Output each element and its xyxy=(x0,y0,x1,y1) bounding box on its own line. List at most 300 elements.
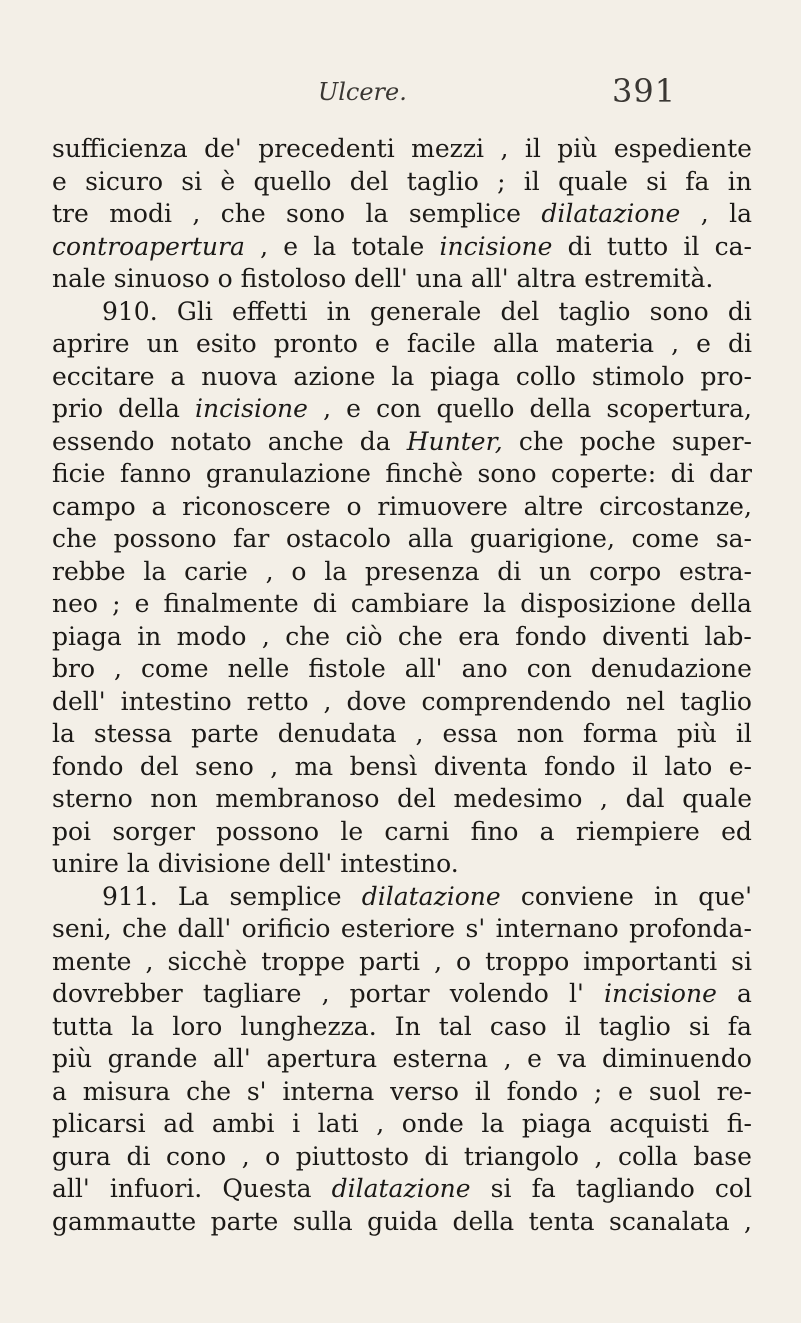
word: il xyxy=(631,751,648,781)
word: della xyxy=(690,589,752,618)
word: fistoloso xyxy=(240,264,355,293)
word: esito xyxy=(195,329,257,358)
word: il xyxy=(524,134,541,163)
word: che xyxy=(397,621,443,651)
word: mente xyxy=(52,946,132,976)
word: infuori. xyxy=(109,1174,203,1203)
word: denudazione xyxy=(590,654,752,683)
word: importanti xyxy=(583,946,718,976)
word: esteriore xyxy=(340,914,456,943)
word: come xyxy=(631,524,700,553)
word: fa xyxy=(531,1174,556,1203)
word: a xyxy=(737,979,752,1008)
word: apertura xyxy=(266,1044,378,1073)
word: più xyxy=(676,719,717,748)
word: di xyxy=(727,296,752,326)
word: la xyxy=(313,231,337,261)
word: del xyxy=(397,784,436,813)
word: taglio xyxy=(598,1011,671,1041)
word: va xyxy=(557,1044,587,1073)
word: pronto xyxy=(273,329,358,358)
word: ; xyxy=(497,166,506,196)
word: anche xyxy=(267,426,344,456)
word: stimolo xyxy=(591,361,685,391)
text-line xyxy=(52,296,752,329)
word: comprendendo xyxy=(421,686,612,716)
word: , xyxy=(241,1141,250,1171)
word: conviene xyxy=(520,881,634,911)
word: che xyxy=(285,621,331,651)
word: espediente xyxy=(613,134,752,163)
word: , xyxy=(323,686,332,716)
word: che xyxy=(122,914,168,943)
word: piaga xyxy=(521,1109,592,1138)
word: far xyxy=(233,524,270,553)
word: totale xyxy=(351,231,425,261)
word: ficie xyxy=(52,459,106,488)
word: della xyxy=(118,394,180,423)
word: sorger xyxy=(112,816,195,846)
word: più xyxy=(557,134,598,163)
text-line xyxy=(52,523,752,556)
word: suol xyxy=(648,1076,701,1106)
word: presenza xyxy=(364,556,480,586)
word: seno xyxy=(195,751,254,781)
text-line xyxy=(52,361,752,394)
word: neo xyxy=(52,589,98,618)
word: la xyxy=(131,1011,155,1041)
word: , xyxy=(265,556,274,586)
page-number: 391 xyxy=(612,72,677,110)
word: controapertura xyxy=(52,231,245,261)
word: piuttosto xyxy=(295,1141,409,1171)
word: il xyxy=(735,719,752,748)
word: in xyxy=(727,166,752,196)
word: fondo xyxy=(515,621,587,651)
word: si xyxy=(490,1174,512,1203)
word: coperte: xyxy=(551,459,657,488)
word: , xyxy=(434,946,443,976)
word: riempiere xyxy=(575,816,700,846)
word: dilatazione xyxy=(541,199,681,228)
text-line xyxy=(52,978,752,1011)
word: lab- xyxy=(704,621,752,651)
word: loro xyxy=(172,1011,223,1041)
text-line xyxy=(52,426,752,459)
word: non xyxy=(150,784,198,813)
word: stessa xyxy=(93,719,173,748)
word: sicchè xyxy=(167,946,248,976)
word: finchè xyxy=(385,459,464,488)
word: diventa xyxy=(433,751,528,781)
word: membranoso xyxy=(215,784,380,813)
word: sa- xyxy=(715,524,752,553)
word: e xyxy=(696,329,711,358)
word: onde xyxy=(401,1109,464,1138)
word: carni xyxy=(384,816,450,846)
word: fondo xyxy=(506,1076,579,1106)
word: a xyxy=(170,361,186,391)
word: unire xyxy=(52,849,127,878)
word: in xyxy=(653,881,679,911)
word: grande xyxy=(107,1044,198,1073)
word: essa xyxy=(442,719,498,748)
word: che xyxy=(518,426,564,456)
word: da xyxy=(359,426,391,456)
word: quale xyxy=(682,784,752,813)
word: ca- xyxy=(714,231,752,261)
word: caso xyxy=(489,1011,547,1041)
word: all' xyxy=(52,1174,90,1203)
word: tal xyxy=(438,1011,472,1041)
word: In xyxy=(394,1011,421,1041)
word: sicuro xyxy=(85,166,164,196)
word: non xyxy=(516,719,565,748)
word: riconoscere xyxy=(182,491,331,521)
word: lato xyxy=(664,751,713,781)
word: ad xyxy=(163,1109,195,1138)
word: collo xyxy=(515,361,576,391)
word: sinuoso xyxy=(113,264,218,293)
word: quello xyxy=(253,166,332,196)
word: altra xyxy=(516,264,585,293)
word: intestino. xyxy=(340,849,459,878)
word: del xyxy=(349,166,389,196)
word: altre xyxy=(523,491,584,521)
word: la xyxy=(729,199,752,228)
text-line xyxy=(52,946,752,979)
word: che xyxy=(220,199,266,228)
word: colla xyxy=(617,1141,678,1171)
word: ed xyxy=(721,816,752,846)
text-line xyxy=(52,491,752,524)
word: i xyxy=(292,1109,301,1138)
text-line xyxy=(52,913,752,946)
word: Questa xyxy=(222,1174,312,1203)
word: disposizione xyxy=(520,589,677,618)
word: possono xyxy=(216,816,320,846)
word: materia xyxy=(555,329,655,358)
word: o xyxy=(456,946,472,976)
word: una xyxy=(415,264,471,293)
word: di xyxy=(670,459,695,488)
word: parte xyxy=(210,1206,279,1236)
word: piaga xyxy=(52,621,122,651)
word: 911. xyxy=(102,881,158,911)
word: forma xyxy=(582,719,658,748)
word: que' xyxy=(698,881,752,911)
word: fa xyxy=(727,1011,752,1041)
word: , xyxy=(415,719,424,748)
word: parte xyxy=(191,719,259,748)
word: tutto xyxy=(606,231,669,261)
word: incisione xyxy=(195,394,308,423)
word: dovrebber xyxy=(52,979,183,1008)
word: parti xyxy=(359,946,421,976)
word: , xyxy=(744,1206,752,1236)
word: notato xyxy=(170,426,252,456)
word: La xyxy=(177,881,210,911)
word: facile xyxy=(406,329,476,358)
word: , xyxy=(671,329,680,358)
word: e xyxy=(618,1076,633,1106)
text-line xyxy=(52,1206,752,1239)
word: gammautte xyxy=(52,1206,197,1236)
word: verso xyxy=(390,1076,459,1106)
word: semplice xyxy=(408,199,521,228)
word: o xyxy=(346,491,362,521)
word: base xyxy=(693,1141,752,1171)
text-line xyxy=(52,458,752,491)
word: Hunter, xyxy=(406,426,503,456)
word: 910. xyxy=(102,296,158,326)
word: , xyxy=(192,199,201,228)
word: corpo xyxy=(589,556,662,586)
word: che xyxy=(186,1076,231,1106)
word: re- xyxy=(716,1076,752,1106)
word: o xyxy=(217,264,241,293)
word: , xyxy=(376,1109,385,1138)
word: tenta xyxy=(528,1206,595,1236)
word: , xyxy=(323,394,332,423)
word: poche xyxy=(579,426,656,456)
word: acquisti xyxy=(609,1109,710,1138)
word: dove xyxy=(346,686,407,716)
word: la xyxy=(126,849,158,878)
word: intestino xyxy=(120,686,232,716)
word: si xyxy=(646,166,667,196)
word: cambiare xyxy=(350,589,470,618)
word: bro xyxy=(52,654,96,683)
word: di xyxy=(312,589,337,618)
word: guarigione, xyxy=(470,524,615,553)
word: all' xyxy=(470,264,517,293)
word: e xyxy=(283,231,299,261)
word: esterna xyxy=(392,1044,489,1073)
word: di xyxy=(126,1141,151,1171)
word: , xyxy=(700,199,709,228)
word: retto xyxy=(246,686,309,716)
word: denudata xyxy=(277,719,397,748)
word: tagliare xyxy=(202,979,302,1008)
word: azione xyxy=(293,361,376,391)
word: ambi xyxy=(211,1109,275,1138)
word: portar xyxy=(349,979,430,1008)
word: con xyxy=(376,394,422,423)
word: gura xyxy=(52,1141,111,1171)
word: carie xyxy=(184,556,248,586)
word: le xyxy=(340,816,364,846)
word: a xyxy=(52,1076,67,1106)
word: sono xyxy=(286,199,346,228)
word: e- xyxy=(728,751,752,781)
word: s' xyxy=(465,914,486,943)
text-line xyxy=(52,1076,752,1109)
word: e xyxy=(346,394,361,423)
text-line xyxy=(52,751,752,784)
word: era xyxy=(458,621,500,651)
word: bensì xyxy=(349,751,418,781)
word: piaga xyxy=(430,361,500,391)
word: il xyxy=(564,1011,581,1041)
word: semplice xyxy=(229,881,342,911)
text-line xyxy=(52,1173,752,1206)
text-line xyxy=(52,231,752,264)
text-line xyxy=(52,393,752,426)
word: o xyxy=(291,556,307,586)
word: estremità. xyxy=(584,264,714,293)
word: nel xyxy=(626,686,665,716)
text-line xyxy=(52,1011,752,1044)
word: , xyxy=(270,751,279,781)
word: aprire xyxy=(52,329,130,358)
word: nelle xyxy=(227,654,290,683)
word: all' xyxy=(213,1044,251,1073)
word: dell' xyxy=(278,849,341,878)
word: dilatazione xyxy=(361,881,501,911)
word: , xyxy=(600,784,608,813)
text-line xyxy=(52,718,752,751)
word: possono xyxy=(113,524,217,553)
text-line xyxy=(52,166,752,199)
word: guida xyxy=(367,1206,439,1236)
word: fanno xyxy=(119,459,192,488)
word: fistole xyxy=(308,654,386,683)
word: che xyxy=(52,524,97,553)
word: all' xyxy=(404,654,443,683)
text-line xyxy=(52,848,752,881)
word: è xyxy=(220,166,236,196)
word: fino xyxy=(470,816,519,846)
word: il xyxy=(683,231,700,261)
word: ; xyxy=(112,589,121,618)
word: il xyxy=(523,166,540,196)
word: si xyxy=(731,946,752,976)
word: come xyxy=(141,654,209,683)
word: taglio xyxy=(406,166,479,196)
word: Gli xyxy=(176,296,213,326)
word: incisione xyxy=(604,979,717,1008)
body-text xyxy=(52,133,752,1238)
text-line xyxy=(52,133,752,166)
word: con xyxy=(526,654,572,683)
word: tre xyxy=(52,199,89,228)
word: quale xyxy=(558,166,628,196)
word: alla xyxy=(492,329,539,358)
word: dar xyxy=(709,459,752,488)
word: lunghezza. xyxy=(240,1011,377,1041)
text-line xyxy=(52,1141,752,1174)
word: generale xyxy=(369,296,482,326)
word: triangolo xyxy=(463,1141,579,1171)
word: si xyxy=(181,166,203,196)
word: si xyxy=(688,1011,710,1041)
word: e xyxy=(527,1044,542,1073)
word: fondo xyxy=(52,751,124,781)
word: plicarsi xyxy=(52,1109,146,1138)
running-title: Ulcere. xyxy=(318,78,407,106)
word: essendo xyxy=(52,426,155,456)
word: interna xyxy=(282,1076,375,1106)
word: la xyxy=(391,361,415,391)
word: e xyxy=(134,589,150,618)
word: ciò xyxy=(345,621,383,651)
word: rebbe xyxy=(52,556,126,586)
text-line xyxy=(52,816,752,849)
word: ma xyxy=(294,751,334,781)
word: della xyxy=(452,1206,515,1236)
word: super- xyxy=(671,426,752,456)
text-line xyxy=(52,263,752,296)
word: taglio xyxy=(558,296,631,326)
text-line xyxy=(52,1043,752,1076)
word: alla xyxy=(407,524,454,553)
word: , xyxy=(260,231,269,261)
word: , xyxy=(500,134,509,163)
text-line xyxy=(52,621,752,654)
word: l' xyxy=(569,979,584,1008)
word: del xyxy=(139,751,179,781)
word: la xyxy=(52,719,75,748)
word: tutta xyxy=(52,1011,114,1041)
word: , xyxy=(261,621,270,651)
word: di xyxy=(728,329,752,358)
word: del xyxy=(500,296,540,326)
word: fa xyxy=(685,166,710,196)
word: il xyxy=(474,1076,491,1106)
text-line xyxy=(52,881,752,914)
word: granulazione xyxy=(205,459,371,488)
word: orificio xyxy=(241,914,331,943)
word: misura xyxy=(82,1076,171,1106)
text-line xyxy=(52,686,752,719)
word: troppe xyxy=(261,946,346,976)
word: volendo xyxy=(449,979,549,1008)
word: nale xyxy=(52,264,114,293)
page-header xyxy=(0,72,801,122)
word: campo xyxy=(52,491,136,521)
text-line xyxy=(52,198,752,231)
word: dall' xyxy=(177,914,232,943)
word: in xyxy=(326,296,351,326)
word: della xyxy=(529,394,592,423)
word: tagliando xyxy=(575,1174,695,1203)
word: poi xyxy=(52,816,92,846)
word: de' xyxy=(204,134,242,163)
word: la xyxy=(365,199,389,228)
word: ostacolo xyxy=(285,524,391,553)
word: sono xyxy=(477,459,537,488)
word: pro- xyxy=(700,361,752,391)
word: mezzi xyxy=(411,134,484,163)
word: fi- xyxy=(726,1109,752,1138)
word: più xyxy=(52,1044,93,1073)
word: di xyxy=(567,231,592,261)
word: modi xyxy=(109,199,172,228)
word: prio xyxy=(52,394,104,423)
word: profonda- xyxy=(629,914,752,943)
word: quello xyxy=(436,394,515,423)
text-line xyxy=(52,328,752,361)
word: un xyxy=(539,556,572,586)
word: dell' xyxy=(354,264,416,293)
word: s' xyxy=(246,1076,267,1106)
word: taglio xyxy=(679,686,752,716)
word: effetti xyxy=(232,296,308,326)
word: la xyxy=(481,1109,505,1138)
word: , xyxy=(145,946,154,976)
word: e xyxy=(52,166,67,196)
